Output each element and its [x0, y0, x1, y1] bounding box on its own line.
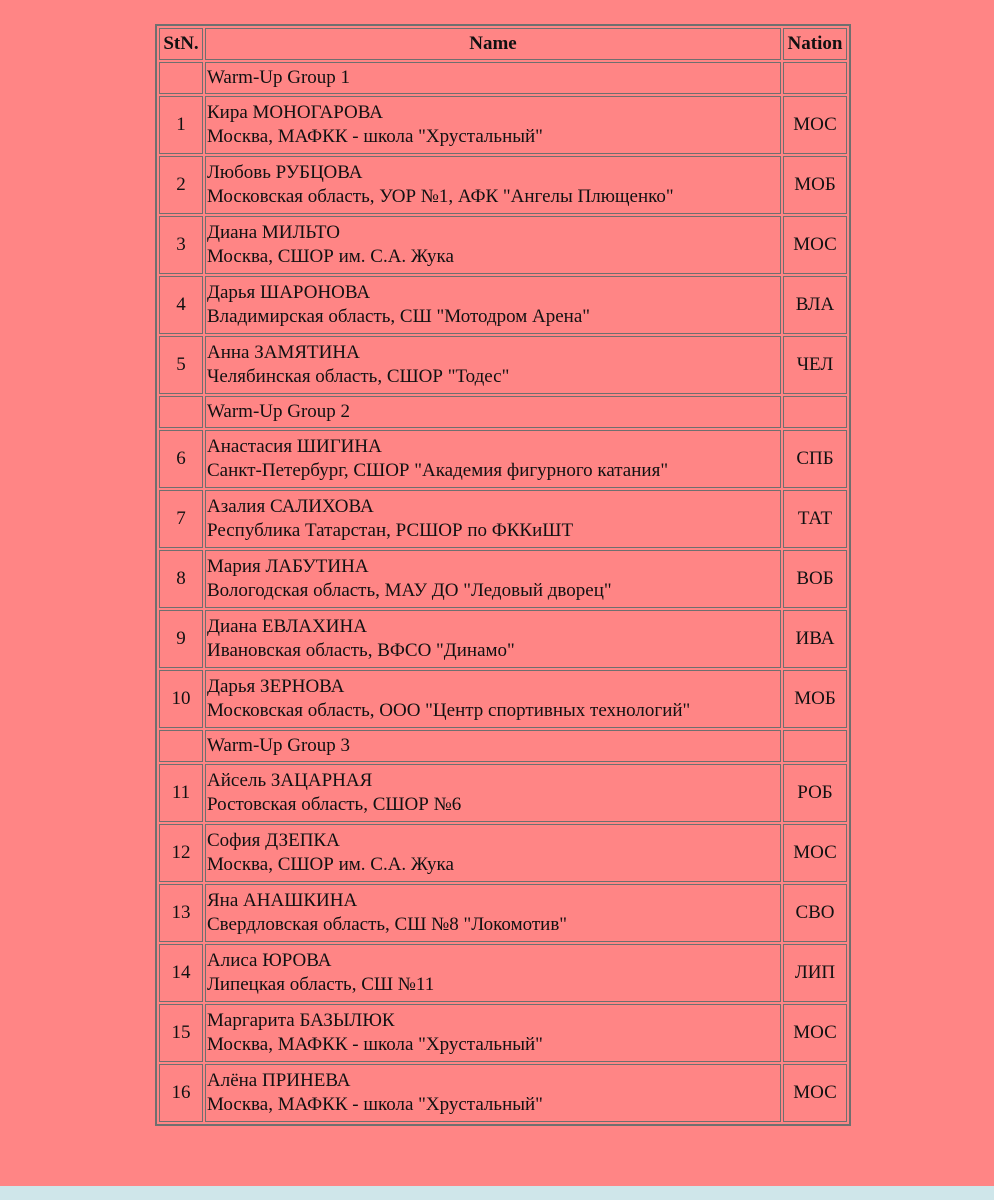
header-name: Name: [205, 28, 781, 60]
athlete-club: Москва, СШОР им. С.А. Жука: [207, 854, 454, 875]
athlete-club: Свердловская область, СШ №8 "Локомотив": [207, 914, 568, 935]
start-number: 10: [159, 670, 203, 728]
athlete-cell: [205, 216, 781, 274]
athlete-cell: [205, 156, 781, 214]
start-number: 4: [159, 276, 203, 334]
athlete-cell: [205, 1064, 781, 1122]
athlete-name: Кира МОНОГАРОВА: [207, 102, 383, 123]
athlete-cell: [205, 490, 781, 548]
athlete-name: Айсель ЗАЦАРНАЯ: [207, 770, 373, 791]
athlete-name: Алиса ЮРОВА: [207, 950, 332, 971]
warmup-group-row: [159, 396, 847, 428]
nation-code: МОБ: [783, 670, 847, 728]
nation-code: МОС: [783, 1004, 847, 1062]
athlete-name: Мария ЛАБУТИНА: [207, 556, 369, 577]
warmup-group-row: [159, 730, 847, 762]
athlete-name: Любовь РУБЦОВА: [207, 162, 363, 183]
athlete-cell: [205, 764, 781, 822]
athlete-club: Московская область, УОР №1, АФК "Ангелы Плющенко": [207, 186, 674, 207]
table-row: [159, 944, 847, 1002]
group-num-cell: [159, 730, 203, 762]
start-number: 5: [159, 336, 203, 394]
athlete-cell: [205, 336, 781, 394]
nation-code: МОС: [783, 96, 847, 154]
athlete-name: Диана ЕВЛАХИНА: [207, 616, 367, 637]
athlete-name: София ДЗЕПКА: [207, 830, 340, 851]
athlete-club: Москва, МАФКК - школа "Хрустальный": [207, 1094, 543, 1115]
start-number: 7: [159, 490, 203, 548]
athlete-club: Ростовская область, СШОР №6: [207, 794, 462, 815]
bottom-strip: [0, 1186, 994, 1200]
start-number: 9: [159, 610, 203, 668]
table-row: [159, 156, 847, 214]
header-stn: StN.: [159, 28, 203, 60]
nation-code: МОС: [783, 1064, 847, 1122]
athlete-club: Москва, МАФКК - школа "Хрустальный": [207, 1034, 543, 1055]
start-number: 16: [159, 1064, 203, 1122]
athlete-club: Ивановская область, ВФСО "Динамо": [207, 640, 515, 661]
athlete-cell: [205, 1004, 781, 1062]
athlete-club: Челябинская область, СШОР "Тодес": [207, 366, 510, 387]
athlete-name: Дарья ШАРОНОВА: [207, 282, 371, 303]
start-number: 15: [159, 1004, 203, 1062]
athlete-name: Диана МИЛЬТО: [207, 222, 340, 243]
athlete-cell: [205, 276, 781, 334]
athlete-name: Азалия САЛИХОВА: [207, 496, 374, 517]
table-row: [159, 550, 847, 608]
start-number: 11: [159, 764, 203, 822]
athlete-club: Вологодская область, МАУ ДО "Ледовый дворец": [207, 580, 612, 601]
table-row: [159, 490, 847, 548]
athlete-club: Москва, СШОР им. С.А. Жука: [207, 246, 454, 267]
nation-code: СВО: [783, 884, 847, 942]
nation-code: МОС: [783, 216, 847, 274]
athlete-cell: [205, 430, 781, 488]
start-number: 3: [159, 216, 203, 274]
group-num-cell: [159, 396, 203, 428]
table-row: [159, 884, 847, 942]
nation-code: ВЛА: [783, 276, 847, 334]
start-list-table: [155, 24, 851, 1126]
athlete-cell: [205, 884, 781, 942]
header-nation: Nation: [783, 28, 847, 60]
athlete-cell: [205, 824, 781, 882]
warmup-group-label: Warm-Up Group 3: [205, 730, 781, 762]
table-row: [159, 96, 847, 154]
group-nation-cell: [783, 62, 847, 94]
nation-code: МОС: [783, 824, 847, 882]
table-row: [159, 1004, 847, 1062]
nation-code: ТАТ: [783, 490, 847, 548]
athlete-club: Московская область, ООО "Центр спортивных технологий": [207, 700, 691, 721]
table-row: [159, 610, 847, 668]
athlete-cell: [205, 670, 781, 728]
header-row: [159, 28, 847, 60]
table-row: [159, 824, 847, 882]
warmup-group-row: [159, 62, 847, 94]
athlete-cell: [205, 550, 781, 608]
athlete-cell: [205, 944, 781, 1002]
table-row: [159, 276, 847, 334]
athlete-name: Маргарита БАЗЫЛЮК: [207, 1010, 395, 1031]
start-number: 13: [159, 884, 203, 942]
warmup-group-label: Warm-Up Group 1: [205, 62, 781, 94]
warmup-group-label: Warm-Up Group 2: [205, 396, 781, 428]
athlete-name: Дарья ЗЕРНОВА: [207, 676, 345, 697]
athlete-name: Яна АНАШКИНА: [207, 890, 358, 911]
nation-code: ИВА: [783, 610, 847, 668]
athlete-club: Санкт-Петербург, СШОР "Академия фигурного катания": [207, 460, 669, 481]
athlete-name: Алёна ПРИНЕВА: [207, 1070, 351, 1091]
athlete-name: Анастасия ШИГИНА: [207, 436, 382, 457]
start-number: 8: [159, 550, 203, 608]
table-row: [159, 430, 847, 488]
start-number: 1: [159, 96, 203, 154]
table-row: [159, 764, 847, 822]
athlete-club: Республика Татарстан, РСШОР по ФККиШТ: [207, 520, 574, 541]
table-row: [159, 1064, 847, 1122]
nation-code: СПБ: [783, 430, 847, 488]
athlete-cell: [205, 610, 781, 668]
start-number: 12: [159, 824, 203, 882]
table-body: [159, 62, 847, 1122]
athlete-club: Владимирская область, СШ "Мотодром Арена": [207, 306, 591, 327]
nation-code: МОБ: [783, 156, 847, 214]
table-row: [159, 216, 847, 274]
start-number: 2: [159, 156, 203, 214]
athlete-club: Липецкая область, СШ №11: [207, 974, 435, 995]
start-number: 6: [159, 430, 203, 488]
nation-code: ВОБ: [783, 550, 847, 608]
athlete-name: Анна ЗАМЯТИНА: [207, 342, 360, 363]
group-nation-cell: [783, 396, 847, 428]
athlete-club: Москва, МАФКК - школа "Хрустальный": [207, 126, 543, 147]
table-row: [159, 670, 847, 728]
group-nation-cell: [783, 730, 847, 762]
athlete-cell: [205, 96, 781, 154]
nation-code: ЧЕЛ: [783, 336, 847, 394]
group-num-cell: [159, 62, 203, 94]
table-row: [159, 336, 847, 394]
nation-code: РОБ: [783, 764, 847, 822]
nation-code: ЛИП: [783, 944, 847, 1002]
start-number: 14: [159, 944, 203, 1002]
